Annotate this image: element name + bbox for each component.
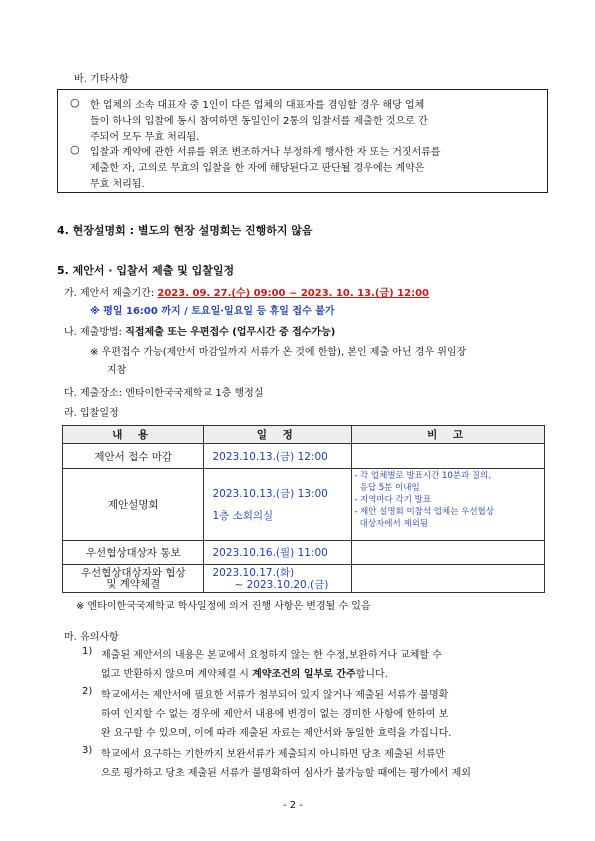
table-row [63,444,545,469]
item1-line2-bold: 계약조건의 일부로 간주 [252,669,356,680]
row3-date: 2023.10.16.(월) 11:00 [204,541,352,565]
row4-item [63,565,204,593]
table-header-row [63,426,545,444]
row2-remark-line: - 각 업체별로 발표시간 10분과 질의, [354,471,492,481]
row1-item: 제안서 접수 마감 [63,444,204,469]
row2-date-place: 1층 소회의실 [212,509,274,522]
row1-date: 2023.10.13.(금) 12:00 [204,444,352,469]
da-location: 다. 제출장소: 엔타이한국국제학교 1층 행정실 [64,388,264,399]
submission-method: 직접제출 또는 우편접수 (업무시간 중 접수가능) [125,327,336,338]
header-remarks: 비 고 [352,426,545,444]
bullet-circle-icon: ○ [70,96,80,109]
row4-item-line1: 우선협상대상자와 협상 [80,566,186,579]
ga-label: 가. 제안서 제출기간: [64,288,155,299]
item1-line2-pre: 없고 반환하지 않으며 계약체결 시 [101,669,253,680]
na-label: 나. 제출방법: [64,327,123,338]
section-ba-heading: 바. 기타사항 [74,74,129,85]
notice-2-line1: 입찰과 계약에 관한 서류를 위조 변조하거나 부정하게 행사한 자 또는 거짓서류를 [90,147,441,158]
row2-remarks [352,469,545,541]
row4-date [204,565,352,593]
table-row [63,541,545,565]
item2-line1: 학교에서는 제안서에 필요한 서류가 첨부되어 있지 않거나 제출된 서류가 불명확 [101,690,449,701]
item2-line2: 하여 인지할 수 없는 경우에 제안서 내용에 변경이 없는 경미한 사항에 한하여 보 [101,709,449,720]
na-note-line2: 지참 [107,365,127,376]
row2-remark-line: - 제안 설명회 미참석 업체는 우선협상 [354,507,494,517]
notice-box [57,89,548,193]
row2-remark-line: - 지역마다 각기 발표 [354,495,432,505]
header-date: 일 정 [204,426,352,444]
table-row [63,565,545,593]
row1-remarks [352,444,545,469]
table-row [63,469,545,541]
item1-num: 1) [82,646,93,657]
page-number: - 2 - [283,800,303,811]
notice-2-line2: 제출한 자, 고의로 무효의 입찰을 한 자에 해당된다고 판단될 경우에는 계약은 [90,163,425,174]
table-footnote: ※ 엔타이한국국제학교 학사일정에 의거 진행 사항은 변경될 수 있음 [76,601,371,612]
item3-line1: 학교에서 요구하는 기한까지 보완서류가 제출되지 아니하면 당초 제출된 서류만 [101,749,446,760]
row4-item-line2: 및 계약체결 [106,577,161,590]
section4-heading: 4. 현장설명회 : 별도의 현장 설명회는 진행하지 않음 [57,224,313,237]
row2-item: 제안설명회 [63,469,204,541]
na-note-line1: ※ 우편접수 가능(제안서 마감일까지 서류가 온 것에 한함), 본인 제출 아닌 경우 위임장 [90,347,467,358]
row2-date-time: 2023.10.13.(금) 13:00 [212,487,328,500]
schedule-table [62,425,545,593]
row3-item: 우선협상대상자 통보 [63,541,204,565]
item1-line2-post: 합니다. [355,669,388,680]
item3-num: 3) [82,745,93,756]
section5-heading: 5. 제안서 · 입찰서 제출 및 입찰일정 [57,264,235,277]
ga-note: ※ 평일 16:00 까지 / 토요일·일요일 등 휴일 접수 불가 [90,306,335,317]
row4-date-end: ~ 2023.10.20.(금) [234,578,329,591]
notice-2-line3: 무효 처리됨. [90,179,145,190]
notice-1-line1: 한 업체의 소속 대표자 중 1인이 다른 업체의 대표자를 겸임할 경우 해당 업체 [90,100,425,111]
row3-remarks [352,541,545,565]
notice-1-line2: 들이 하나의 입찰에 동시 참여하면 동일인이 2통의 입찰서를 제출한 것으로 간 [90,116,428,127]
item2-num: 2) [82,686,93,697]
row4-remarks [352,565,545,593]
ra-heading: 라. 입찰일정 [64,408,119,419]
notice-1-line3: 주되어 모두 무효 처리됨. [90,132,200,143]
item3-line2: 으로 평가하고 당초 제출된 서류가 불명확하여 심사가 불가능할 때에는 평가에서 제외 [101,768,471,779]
row2-date [204,469,352,541]
submission-period: 2023. 09. 27.(수) 09:00 ~ 2023. 10. 13.(금) 12:00 [157,288,429,299]
row2-remark-line: 대상자에서 제외됨 [354,519,429,529]
bullet-circle-icon: ○ [70,143,80,156]
item2-line3: 완 요구할 수 있으며, 이에 따라 제출된 자료는 제안서와 동일한 효력을 가집니다. [101,728,452,739]
row2-remark-line: 응답 5분 이내임 [354,483,420,493]
item1-line1: 제출된 제안서의 내용은 본교에서 요청하지 않는 한 수정,보완하거나 교체할 수 [101,650,442,661]
row4-date-start: 2023.10.17.(화) [212,566,295,579]
ma-heading: 마. 유의사항 [64,632,119,643]
header-item: 내 용 [63,426,204,444]
